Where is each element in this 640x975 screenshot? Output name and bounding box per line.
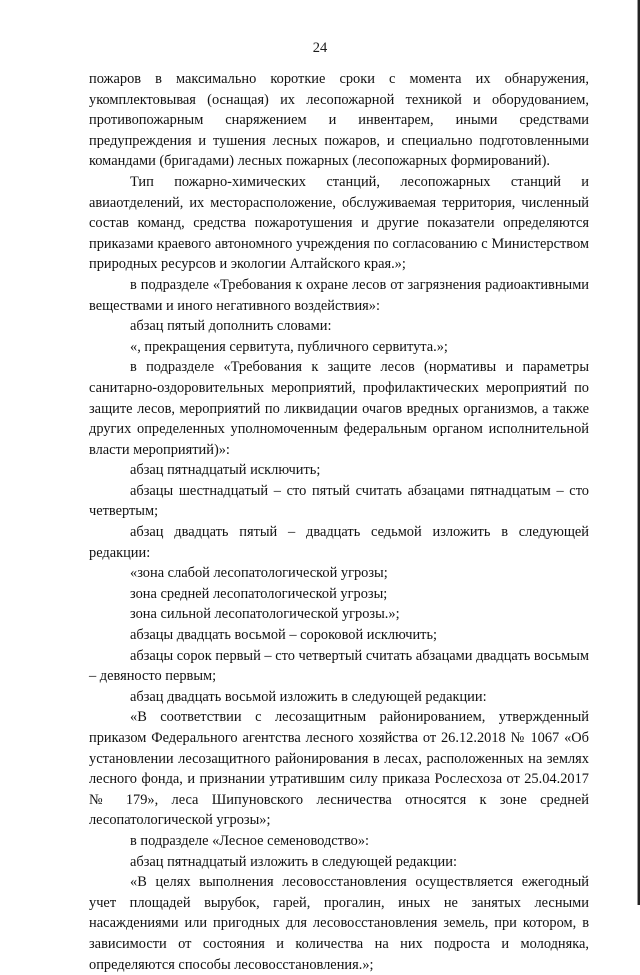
paragraph: абзац пятнадцатый исключить; [130,462,321,479]
paragraph: «В соответствии с лесозащитным районированием, утвержденный приказом Федерального агентства лесного хозяйства от 26.12.2018 № 1067 «Об установлении лесозащитного районирования в лесах, расположенных на землях лесного фонда, и признании утратившим силу приказа Рослесхоза от 25.04.2017 № 179», леса Шипуновского лесничества относятся к зоне средней лесопатологической угрозы»; [89,709,589,829]
paragraph: «В целях выполнения лесовосстановления осуществляется ежегодный учет площадей вырубок, гарей, прогалин, иных не занятых лесными насаждениями или пригодных для лесовосстановления земель, при котором, в зависимости от состояния и количества на них подроста и молодняка, определяются способы лесовосстановления.»; [89,874,589,973]
paragraph: абзац двадцать восьмой изложить в следующей редакции: [130,688,487,705]
paragraph: абзацы двадцать восьмой – сороковой исключить; [130,627,438,644]
paragraph: абзацы сорок первый – сто четвертый считать абзацами двадцать восьмым – девяносто первым; [89,647,589,685]
paragraph: абзац двадцать пятый – двадцать седьмой изложить в следующей редакции: [89,524,589,561]
document-body [89,69,589,975]
paragraph: «зона слабой лесопатологической угрозы; [130,565,388,582]
paragraph: абзац пятый дополнить словами: [130,318,332,335]
paragraph: абзацы шестнадцатый – сто пятый считать абзацами пятнадцатым – сто четвертым; [89,482,589,520]
paragraph: абзац пятнадцатый изложить в следующей редакции: [130,853,457,870]
paragraph: в подразделе «Требования к охране лесов от загрязнения радиоактивными веществами и иного негативного воздействия»: [89,276,589,314]
paragraph: в подразделе «Лесное семеноводство»: [130,832,370,849]
paragraph: «, прекращения сервитута, публичного сервитута.»; [130,338,448,355]
page-number: 24 [312,40,328,56]
paragraph: зона сильной лесопатологической угрозы.»; [130,606,400,623]
paragraph: в подразделе «Требования к защите лесов (нормативы и параметры санитарно-оздоровительных мероприятий, профилактических мероприятий по защите лесов, мероприятий по ликвидации очагов вредных организмов, а также других определенных уполномоченным федеральным органом исполнительной власти мероприятий)»: [89,359,589,458]
paragraph: Тип пожарно-химических станций, лесопожарных станций и авиаотделений, их месторасположение, обслуживаемая территория, численный состав команд, средства пожаротушения и другие показатели определяются приказами краевого автономного учреждения по согласованию с Министерством природных ресурсов и экологии Алтайского края.»; [89,173,589,273]
paragraph: зона средней лесопатологической угрозы; [130,585,388,602]
paragraph: пожаров в максимально короткие сроки с момента их обнаружения, укомплектовывая (оснащая) их лесопожарной техникой и оборудованием, противопожарным снаряжением и инвентарем, иными средствами предупреждения и тушения лесных пожаров, и специально подготовленными командами (бригадами) лесных пожарных (лесопожарных формирований). [89,71,589,170]
